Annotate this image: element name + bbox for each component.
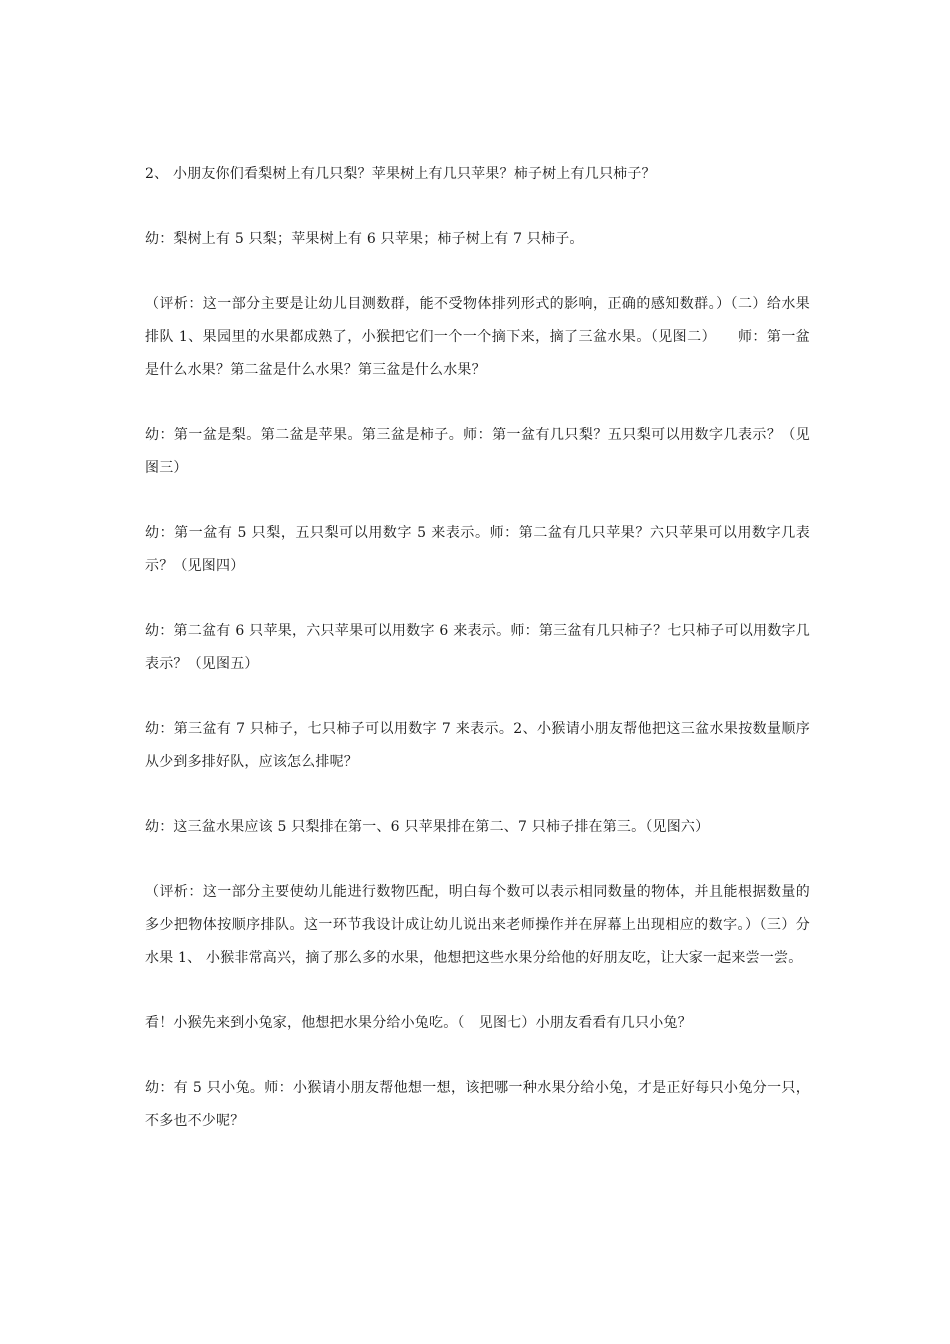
paragraph-answer-fruit-count: 幼：梨树上有 5 只梨；苹果树上有 6 只苹果；柿子树上有 7 只柿子。 — [145, 231, 584, 247]
paragraph-answer-rabbits: 幼：有 5 只小兔。师：小猴请小朋友帮他想一想，该把哪一种水果分给小兔，才是正好每只小兔分一只，不多也不少呢？ — [145, 1080, 810, 1129]
paragraph-gap — [145, 583, 810, 615]
paragraph-gap — [145, 844, 810, 876]
paragraph-commentary-matching: （评析：这一部分主要使幼儿能进行数物匹配，明白每个数可以表示相同数量的物体，并且能根据数量的多少把物体按顺序排队。这一环节我设计成让幼儿说出来老师操作并在屏幕上出现相应的数字。）（三）分水果 1、 小猴非常高兴，摘了那么多的水果，他想把这些水果分给他的好朋友吃，让大家一起来尝一尝。 — [145, 884, 810, 966]
paragraph-gap — [145, 191, 810, 223]
paragraph-commentary-sort: （评析：这一部分主要是让幼儿目测数群，能不受物体排列形式的影响，正确的感知数群。）（二）给水果排队 1、果园里的水果都成熟了，小猴把它们一个一个摘下来，摘了三盆水果。（见图二） 师：第一盆是什么水果？第二盆是什么水果？第三盆是什么水果？ — [145, 296, 810, 378]
paragraph-answer-apples: 幼：第二盆有 6 只苹果，六只苹果可以用数字 6 来表示。师：第三盆有几只柿子？七只柿子可以用数字几表示？（见图五） — [145, 623, 810, 672]
paragraph-gap — [145, 485, 810, 517]
paragraph-question-fruit-count: 2、 小朋友你们看梨树上有几只梨？苹果树上有几只苹果？柿子树上有几只柿子？ — [145, 166, 656, 182]
document-body — [145, 158, 810, 1138]
paragraph-answer-order: 幼：这三盆水果应该 5 只梨排在第一、6 只苹果排在第二、7 只柿子排在第三。（见图六） — [145, 819, 710, 835]
paragraph-answer-pears: 幼：第一盆有 5 只梨，五只梨可以用数字 5 来表示。师：第二盆有几只苹果？六只苹果可以用数字几表示？（见图四） — [145, 525, 810, 574]
paragraph-gap — [145, 681, 810, 713]
paragraph-gap — [145, 387, 810, 419]
paragraph-answer-persimmons: 幼：第三盆有 7 只柿子，七只柿子可以用数字 7 来表示。2、小猴请小朋友帮他把这三盆水果按数量顺序从少到多排好队，应该怎么排呢？ — [145, 721, 810, 770]
paragraph-gap — [145, 975, 810, 1007]
paragraph-gap — [145, 779, 810, 811]
paragraph-answer-baskets: 幼：第一盆是梨。第二盆是苹果。第三盆是柿子。师：第一盆有几只梨？五只梨可以用数字几表示？（见图三） — [145, 427, 810, 476]
paragraph-rabbit-visit: 看！小猴先来到小兔家，他想把水果分给小兔吃。（ 见图七）小朋友看看有几只小兔？ — [145, 1015, 692, 1031]
paragraph-gap — [145, 256, 810, 288]
paragraph-gap — [145, 1040, 810, 1072]
